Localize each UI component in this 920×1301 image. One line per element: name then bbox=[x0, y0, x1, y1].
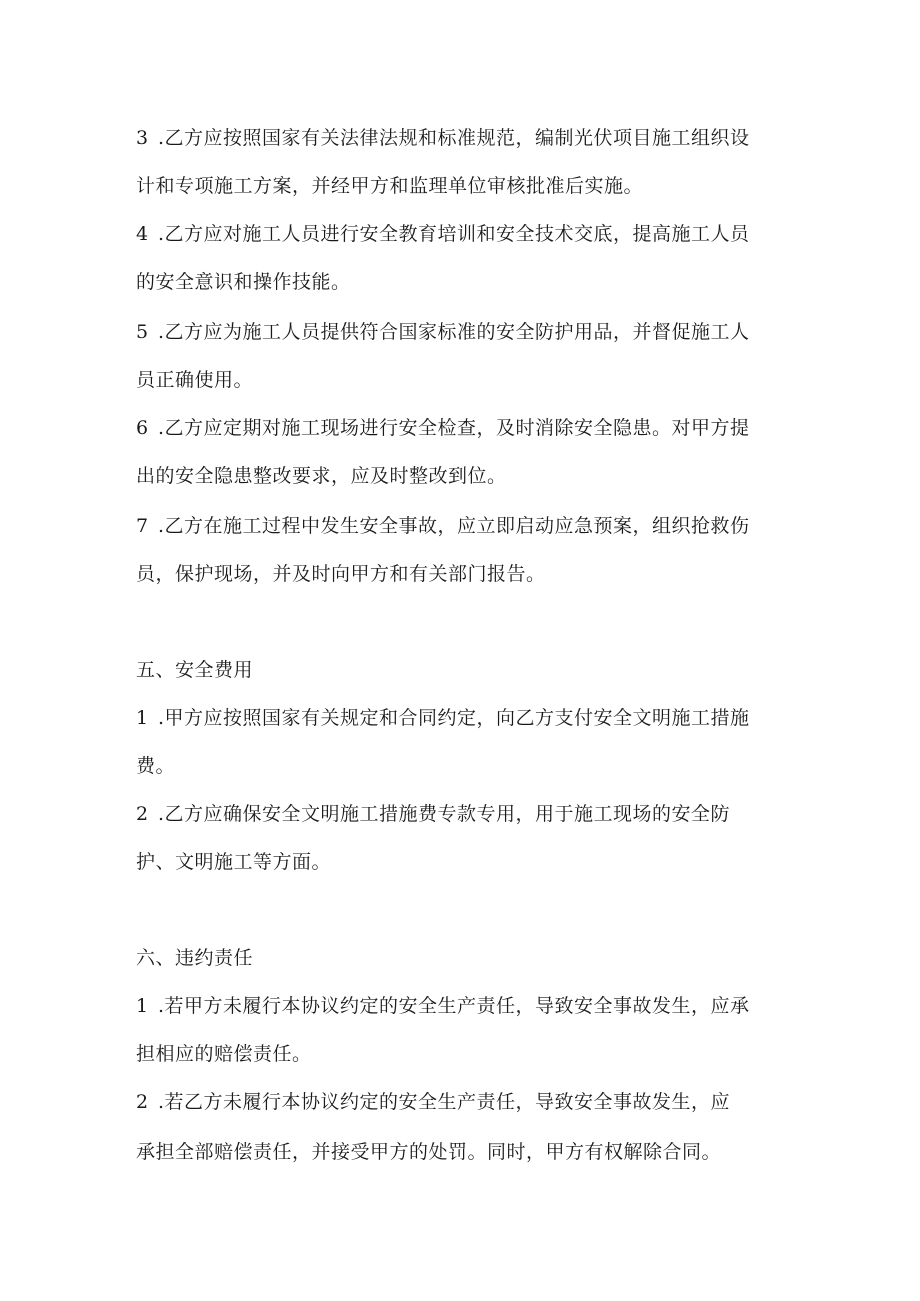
item-4-line-1: 4 .乙方应对施工人员进行安全教育培训和安全技术交底，提高施工人员 bbox=[136, 223, 750, 245]
item-number: 6 bbox=[136, 417, 149, 439]
item-5-line-1: 5 .乙方应为施工人员提供符合国家标准的安全防护用品，并督促施工人 bbox=[136, 321, 750, 343]
section-5-item-2-line-2: 护、文明施工等方面。 bbox=[136, 851, 332, 873]
item-number: 1 bbox=[136, 707, 149, 729]
item-number: 2 bbox=[136, 803, 149, 825]
section-6-item-2-line-2: 承担全部赔偿责任，并接受甲方的处罚。同时，甲方有权解除合同。 bbox=[136, 1141, 722, 1163]
item-number: 2 bbox=[136, 1091, 149, 1113]
item-6-line-1: 6 .乙方应定期对施工现场进行安全检查，及时消除安全隐患。对甲方提 bbox=[136, 417, 750, 439]
section-5-item-1-line-2: 费。 bbox=[136, 755, 176, 777]
item-3-line-1: 3 .乙方应按照国家有关法律法规和标准规范，编制光伏项目施工组织设 bbox=[136, 127, 750, 149]
item-5-line-2: 员正确使用。 bbox=[136, 369, 254, 391]
item-number: 3 bbox=[136, 127, 149, 149]
section-6-item-2-line-1: 2 .若乙方未履行本协议约定的安全生产责任，导致安全事故发生，应 bbox=[136, 1091, 731, 1113]
section-5-item-2-line-1: 2 .乙方应确保安全文明施工措施费专款专用，用于施工现场的安全防 bbox=[136, 803, 731, 825]
item-7-line-2: 员，保护现场，并及时向甲方和有关部门报告。 bbox=[136, 563, 546, 585]
item-number: 5 bbox=[136, 321, 149, 343]
item-number: 4 bbox=[136, 223, 149, 245]
section-6-item-1-line-1: 1 .若甲方未履行本协议约定的安全生产责任，导致安全事故发生，应承 bbox=[136, 995, 750, 1017]
item-7-line-1: 7 .乙方在施工过程中发生安全事故，应立即启动应急预案，组织抢救伤 bbox=[136, 515, 750, 537]
section-6-heading: 六、违约责任 bbox=[136, 947, 254, 969]
item-number: 7 bbox=[136, 515, 149, 537]
section-5-heading: 五、安全费用 bbox=[136, 659, 254, 681]
item-4-line-2: 的安全意识和操作技能。 bbox=[136, 271, 351, 293]
section-5-item-1-line-1: 1 .甲方应按照国家有关规定和合同约定，向乙方支付安全文明施工措施 bbox=[136, 707, 750, 729]
item-3-line-2: 计和专项施工方案，并经甲方和监理单位审核批准后实施。 bbox=[136, 175, 644, 197]
section-6-item-1-line-2: 担相应的赔偿责任。 bbox=[136, 1043, 312, 1065]
item-number: 1 bbox=[136, 995, 149, 1017]
item-6-line-2: 出的安全隐患整改要求，应及时整改到位。 bbox=[136, 465, 507, 487]
